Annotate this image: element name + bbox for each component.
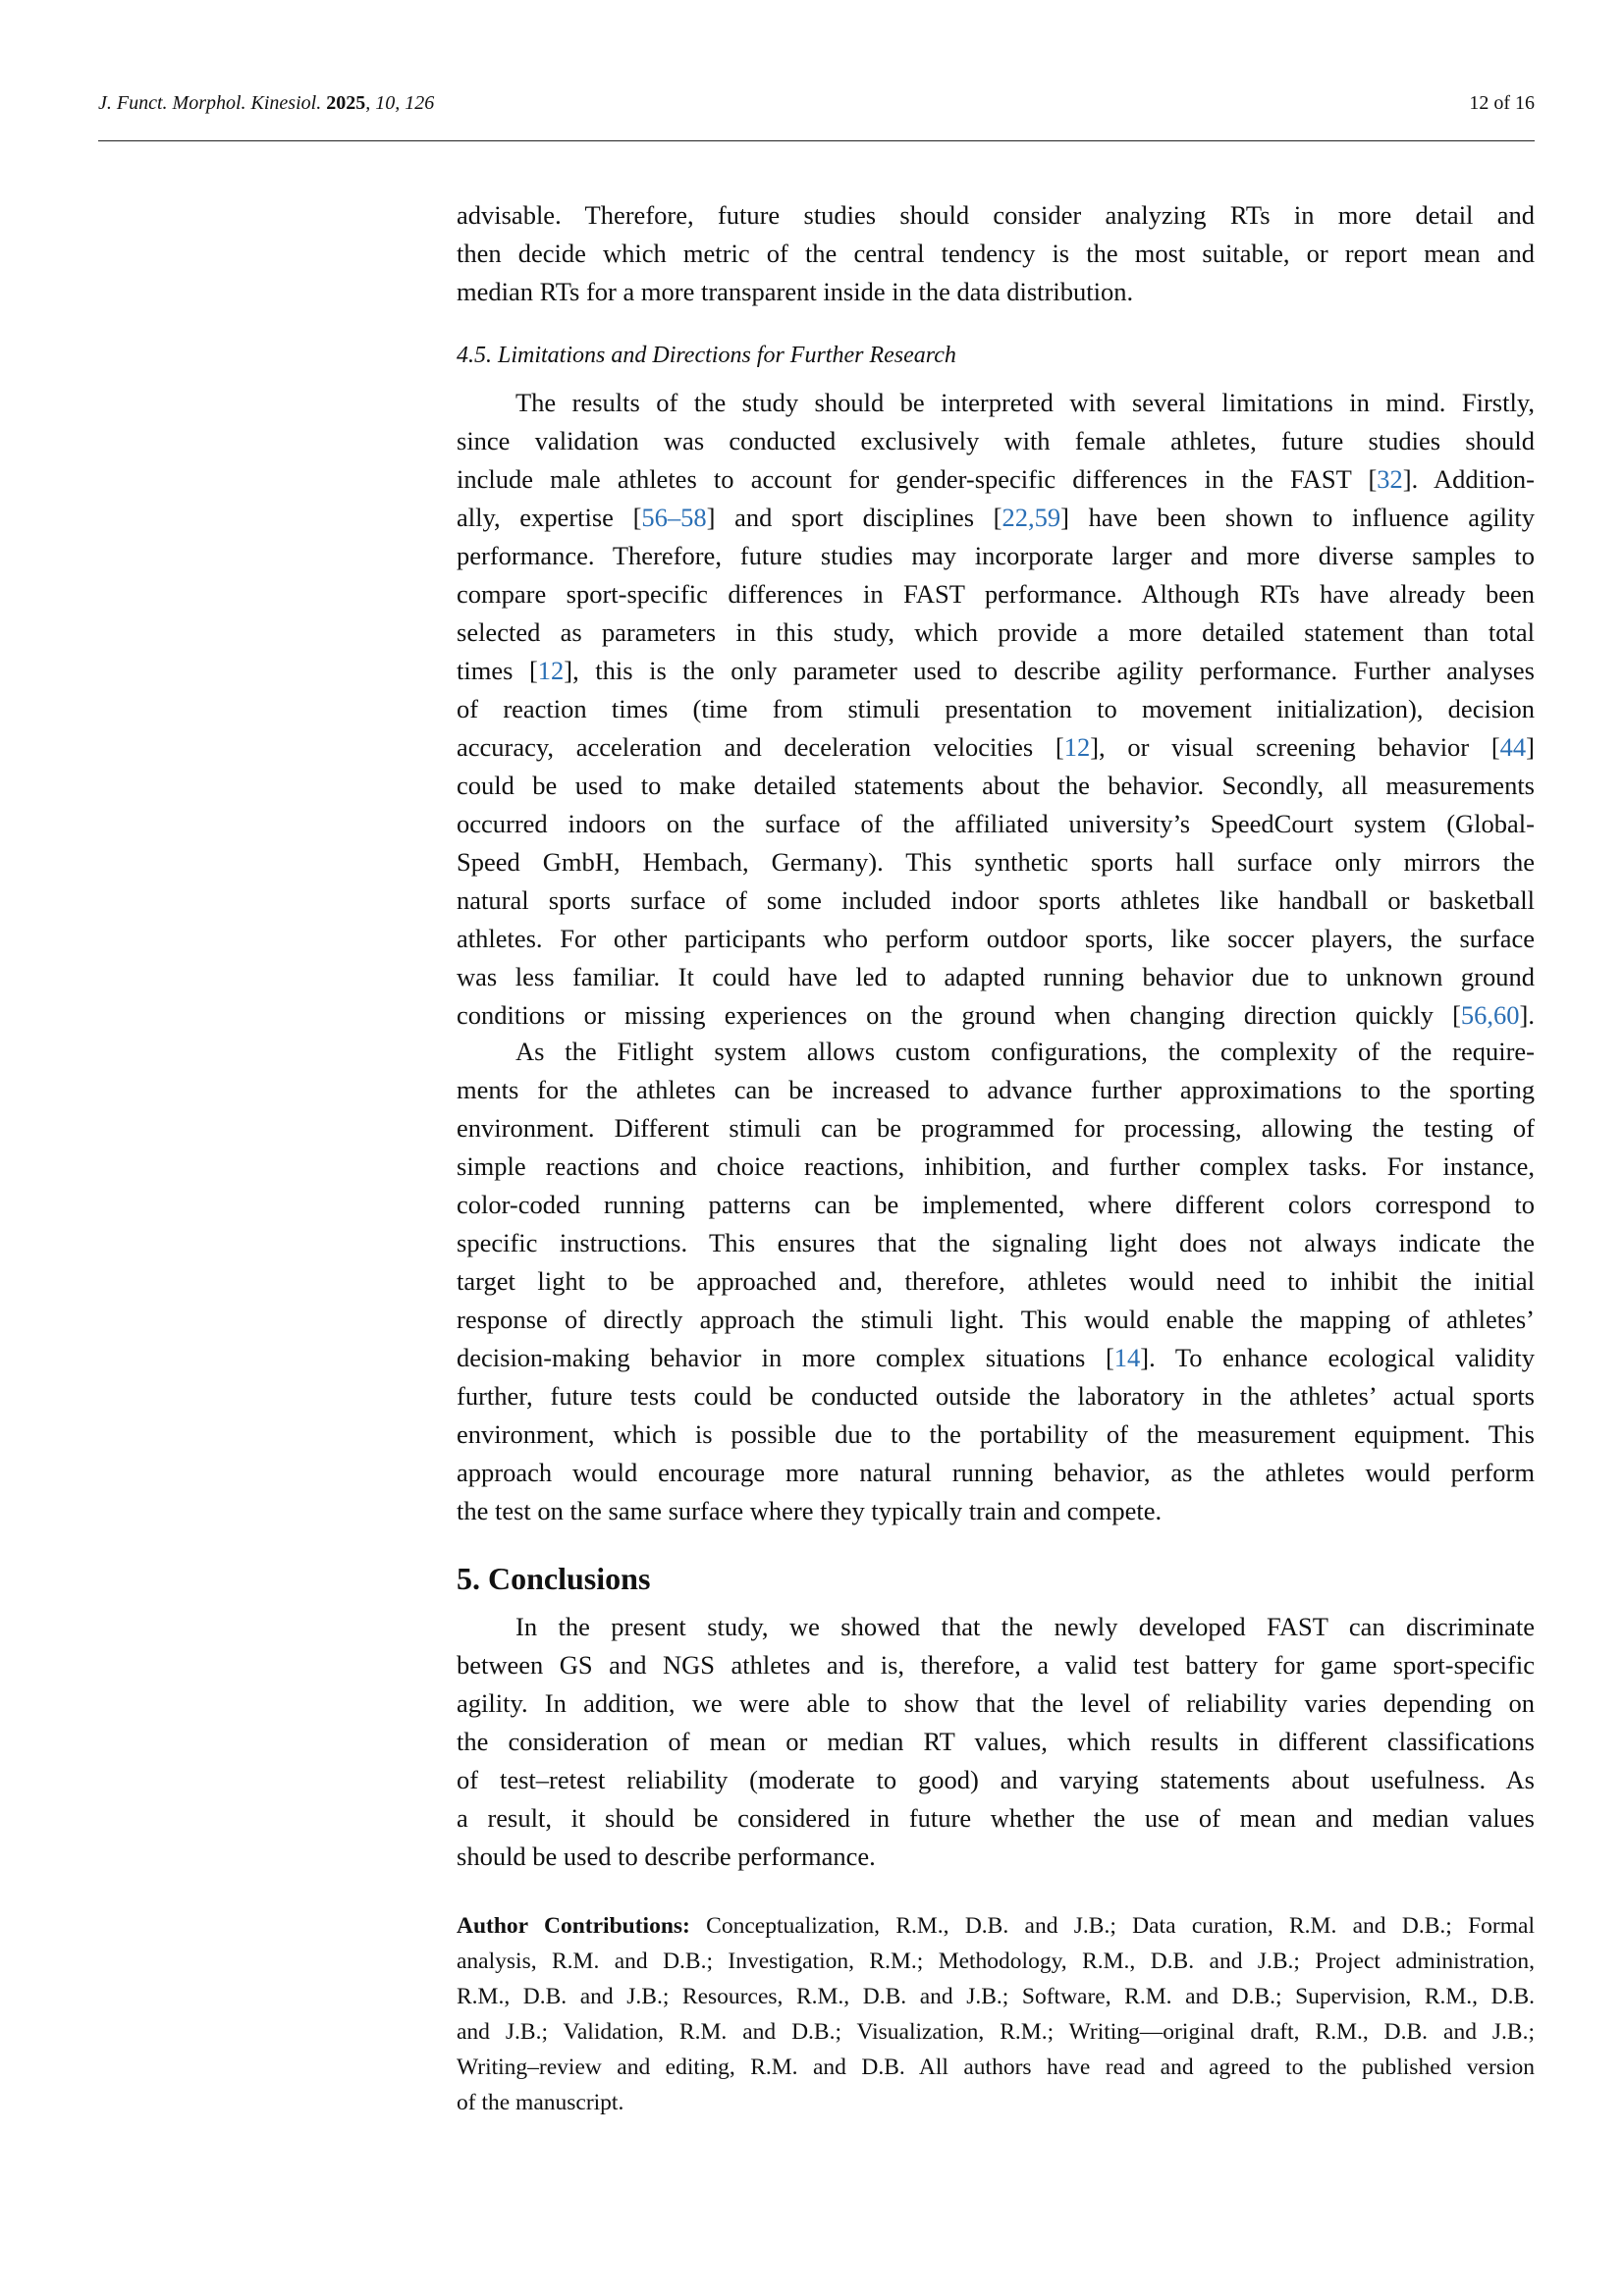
page-number: 12 of 16 <box>1469 92 1535 114</box>
journal-year: 2025 <box>326 92 366 114</box>
text-line: should be used to describe performance. <box>457 1842 876 1871</box>
text-line: occurred indoors on the surface of the affiliated university’s SpeedCourt system (Global- <box>457 809 1535 838</box>
text-line: compare sport-specific differences in FAST performance. Although RTs have already been <box>457 579 1535 609</box>
text-line: conditions or missing experiences on the ground when changing direction quickly [56,60]. <box>457 1000 1535 1030</box>
citation-link[interactable]: 12 <box>1063 732 1091 762</box>
text-line: further, future tests could be conducted outside the laboratory in the athletes’ actual sports <box>457 1381 1535 1411</box>
text-line: target light to be approached and, therefore, athletes would need to inhibit the initial <box>457 1266 1535 1296</box>
text-line: could be used to make detailed statements about the behavior. Secondly, all measurements <box>457 771 1535 800</box>
text-line: agility. In addition, we were able to show that the level of reliability varies depending on <box>457 1688 1535 1718</box>
text-line: of test–retest reliability (moderate to good) and varying statements about usefulness. As <box>457 1765 1535 1794</box>
paragraph-fitlight <box>457 1033 1535 1530</box>
text-line: of the manuscript. <box>457 2090 624 2115</box>
text-line: athletes. For other participants who perform outdoor sports, like soccer players, the surface <box>457 924 1535 953</box>
text-line: since validation was conducted exclusively with female athletes, future studies should <box>457 426 1535 455</box>
text-line: and J.B.; Validation, R.M. and D.B.; Visualization, R.M.; Writing—original draft, R.M., D.B. and J.B.; <box>457 2019 1535 2045</box>
text-line: the test on the same surface where they typically train and compete. <box>457 1496 1163 1525</box>
journal-name: J. Funct. Morphol. Kinesiol. <box>98 92 322 114</box>
citation-link[interactable]: 44 <box>1499 732 1527 762</box>
text-line: Speed GmbH, Hembach, Germany). This synthetic sports hall surface only mirrors the <box>457 847 1535 877</box>
citation-link[interactable]: 12 <box>537 656 565 685</box>
text-line: advisable. Therefore, future studies should consider analyzing RTs in more detail and <box>457 200 1535 230</box>
paragraph-conclusions <box>457 1608 1535 1876</box>
subsection-heading-4-5: 4.5. Limitations and Directions for Further Research <box>457 343 956 368</box>
author-contributions-label: Author Contributions: <box>457 1913 690 1939</box>
text-line: color-coded running patterns can be implemented, where different colors correspond to <box>457 1190 1535 1219</box>
text-line: Writing–review and editing, R.M. and D.B. All authors have read and agreed to the published version <box>457 2055 1535 2080</box>
text-line: accuracy, acceleration and deceleration velocities [12], or visual screening behavior [44] <box>457 732 1535 762</box>
text-line: The results of the study should be interpreted with several limitations in mind. Firstly, <box>515 388 1535 417</box>
text-line: approach would encourage more natural running behavior, as the athletes would perform <box>457 1458 1535 1487</box>
text-line: selected as parameters in this study, which provide a more detailed statement than total <box>457 617 1535 647</box>
text-line: times [12], this is the only parameter used to describe agility performance. Further analyses <box>457 656 1535 685</box>
text-line: between GS and NGS athletes and is, therefore, a valid test battery for game sport-specific <box>457 1650 1535 1680</box>
citation-link[interactable]: 56–58 <box>641 503 707 532</box>
text-line: of reaction times (time from stimuli presentation to movement initialization), decision <box>457 694 1535 723</box>
text-line: Author Contributions: Conceptualization, R.M., D.B. and J.B.; Data curation, R.M. and D.B.; Formal <box>457 1913 1535 1939</box>
text-line: the consideration of mean or median RT values, which results in different classifications <box>457 1727 1535 1756</box>
text-line: natural sports surface of some included indoor sports athletes like handball or basketball <box>457 885 1535 915</box>
text-line: was less familiar. It could have led to adapted running behavior due to unknown ground <box>457 962 1535 991</box>
text-line: specific instructions. This ensures that the signaling light does not always indicate the <box>457 1228 1535 1257</box>
text-line: ments for the athletes can be increased to advance further approximations to the sporting <box>457 1075 1535 1104</box>
citation-link[interactable]: 32 <box>1377 464 1403 494</box>
text-line: a result, it should be considered in future whether the use of mean and median values <box>457 1803 1535 1833</box>
section-heading-conclusions: 5. Conclusions <box>457 1561 651 1596</box>
text-line: analysis, R.M. and D.B.; Investigation, R.M.; Methodology, R.M., D.B. and J.B.; Project administration, <box>457 1949 1535 1974</box>
text-line: environment, which is possible due to the portability of the measurement equipment. This <box>457 1419 1535 1449</box>
citation-link[interactable]: 14 <box>1113 1343 1141 1372</box>
text-line: response of directly approach the stimuli light. This would enable the mapping of athletes’ <box>457 1305 1535 1334</box>
text-line: include male athletes to account for gender-specific differences in the FAST [32]. Addition- <box>457 464 1535 494</box>
citation-link[interactable]: 56,60 <box>1460 1000 1520 1030</box>
journal-volume: , 10, 126 <box>365 92 435 114</box>
text-line: decision-making behavior in more complex situations [14]. To enhance ecological validity <box>457 1343 1535 1372</box>
text-line: As the Fitlight system allows custom configurations, the complexity of the require- <box>515 1037 1535 1066</box>
text-line: In the present study, we showed that the newly developed FAST can discriminate <box>515 1612 1535 1641</box>
paragraph-continuation <box>457 196 1535 311</box>
paragraph-limitations <box>457 384 1535 1035</box>
text-line: R.M., D.B. and J.B.; Resources, R.M., D.B. and J.B.; Software, R.M. and D.B.; Supervision, R.M., D.B. <box>457 1984 1535 2009</box>
citation-link[interactable]: 22,59 <box>1001 503 1061 532</box>
header-rule <box>98 140 1535 141</box>
author-contributions <box>457 1908 1535 2120</box>
text-line: then decide which metric of the central tendency is the most suitable, or report mean and <box>457 239 1535 268</box>
text-line: environment. Different stimuli can be programmed for processing, allowing the testing of <box>457 1113 1535 1143</box>
text-line: simple reactions and choice reactions, inhibition, and further complex tasks. For instance, <box>457 1151 1535 1181</box>
text-line: ally, expertise [56–58] and sport disciplines [22,59] have been shown to influence agility <box>457 503 1535 532</box>
text-line: median RTs for a more transparent inside in the data distribution. <box>457 277 1134 306</box>
running-header-citation <box>98 92 434 115</box>
text-line: performance. Therefore, future studies may incorporate larger and more diverse samples to <box>457 541 1535 570</box>
